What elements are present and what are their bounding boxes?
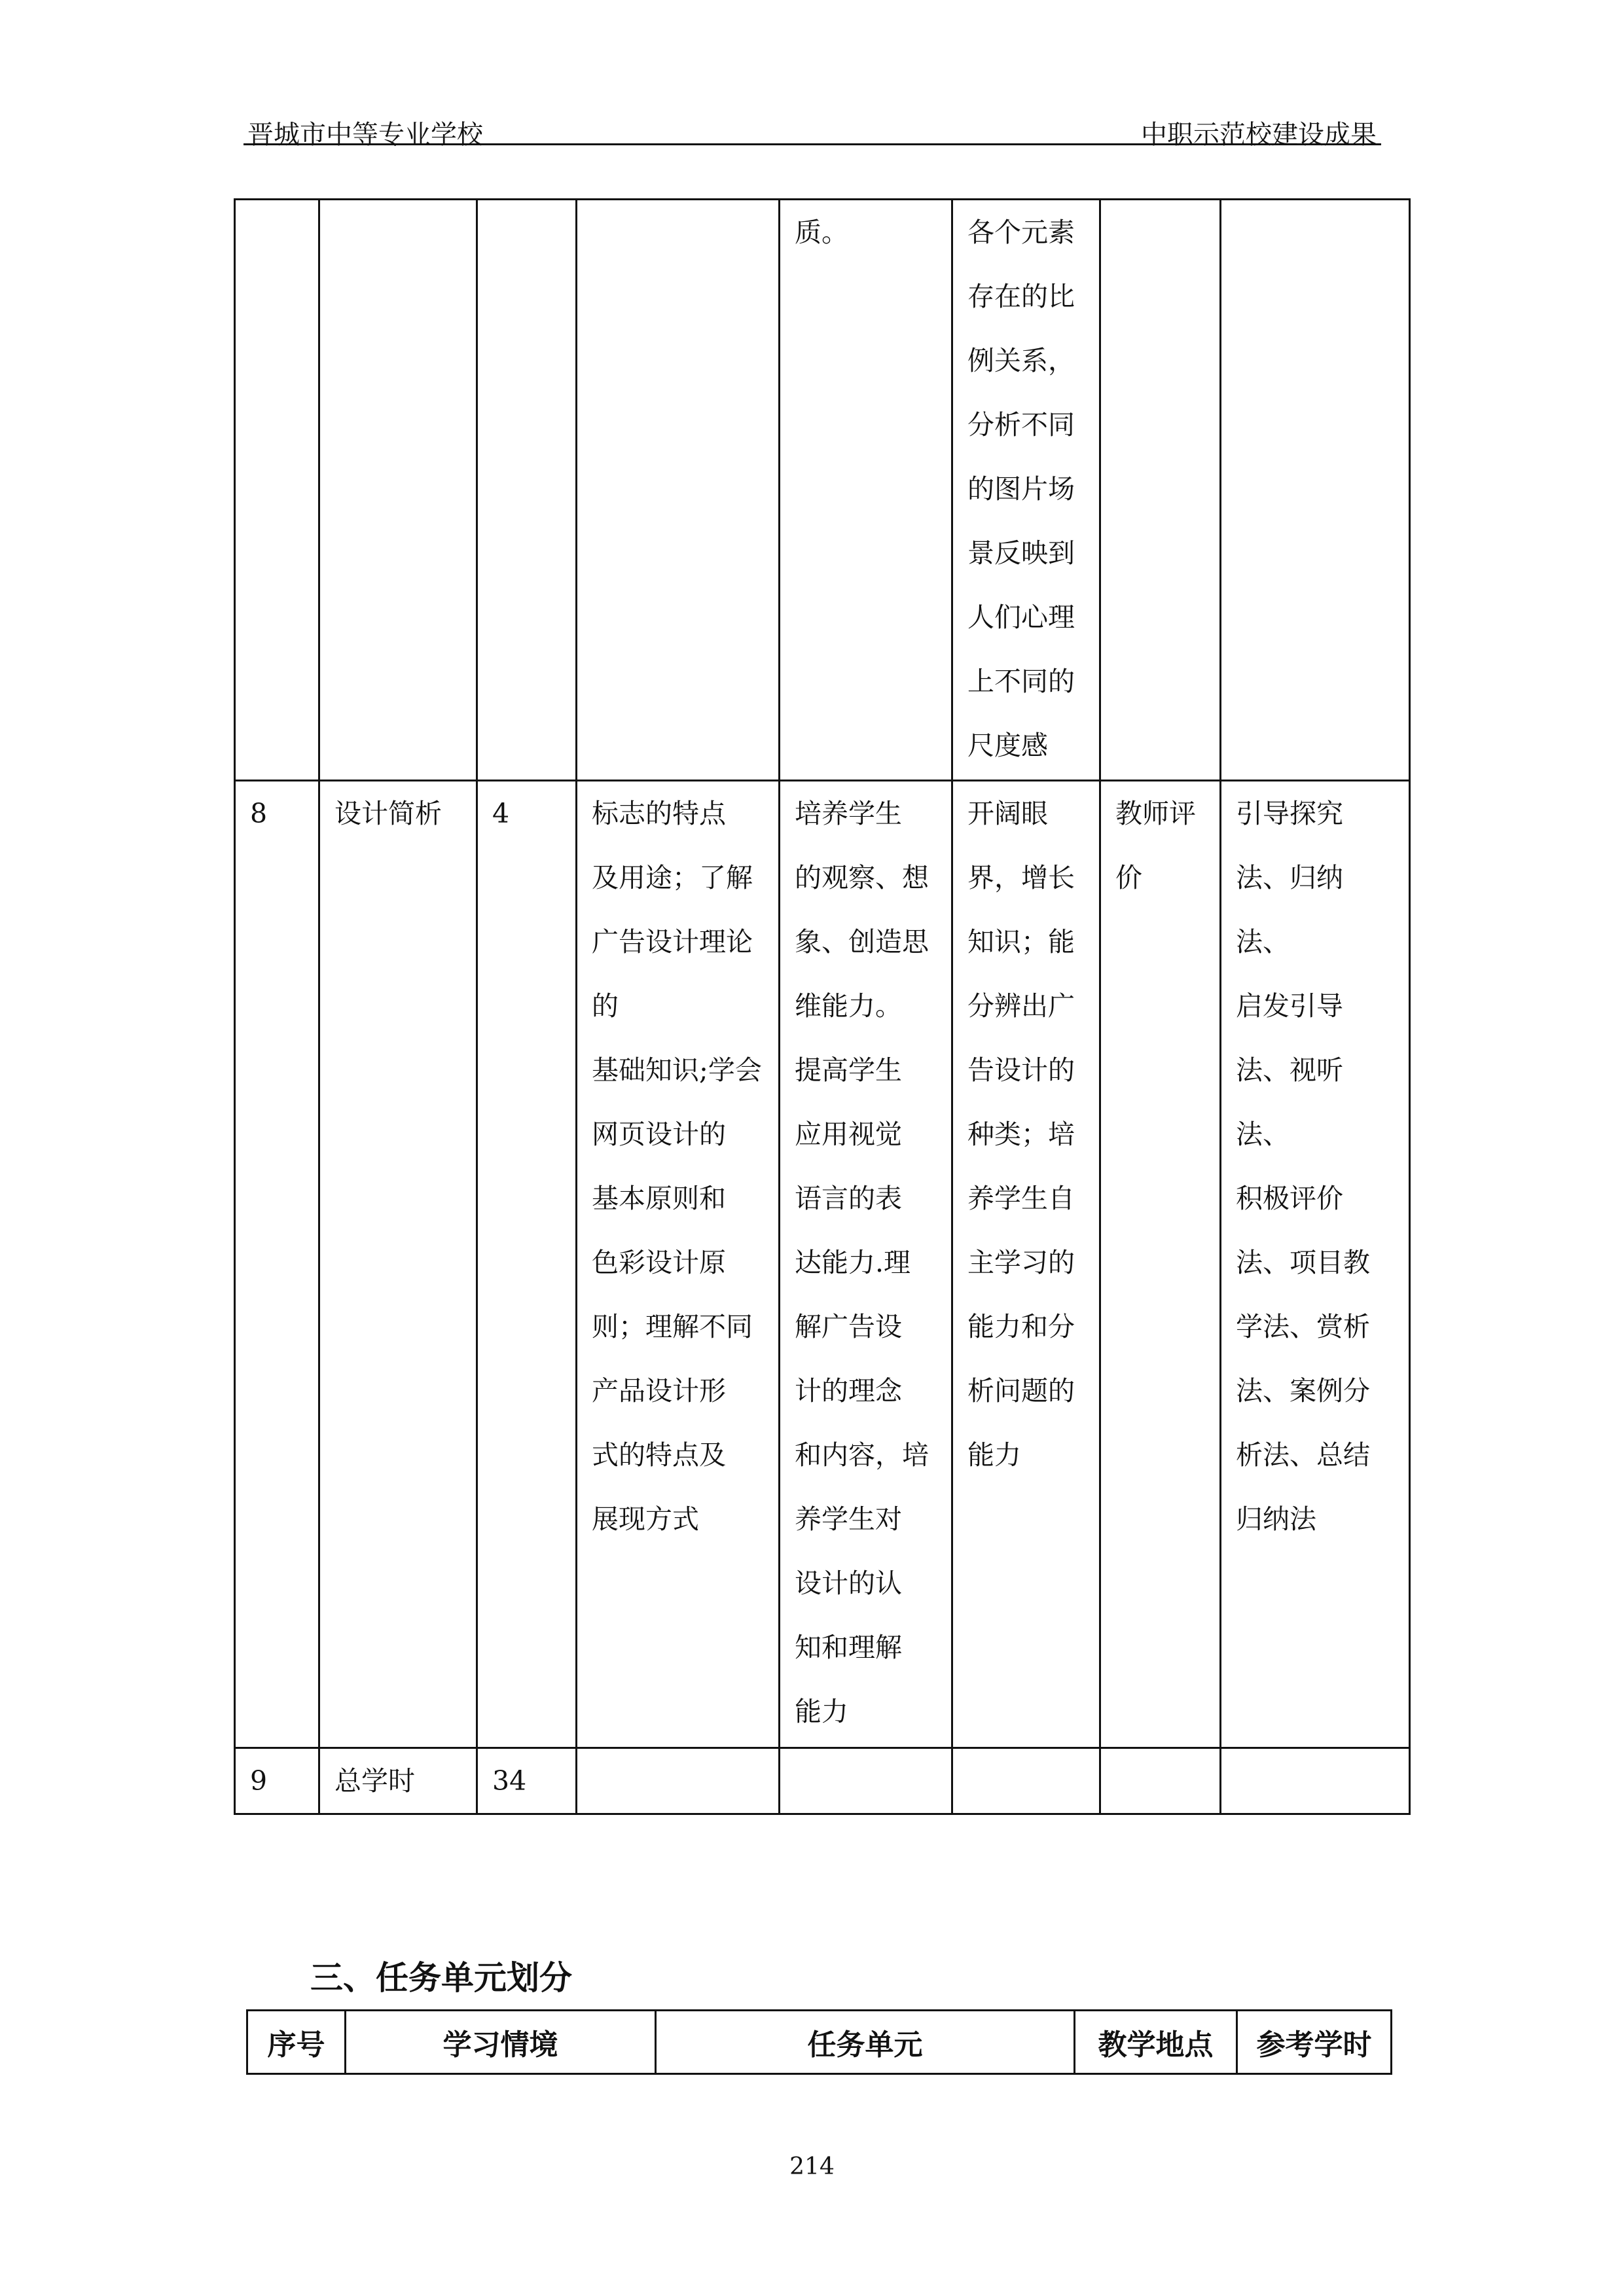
text-line: 语言的表 — [795, 1183, 902, 1214]
cell-name: 设计简析 — [319, 781, 477, 1748]
text-line: 提高学生 — [795, 1054, 902, 1086]
text-line: 网页设计的 — [592, 1119, 726, 1150]
text-line: 基本原则和 — [592, 1183, 726, 1214]
table-header-row — [247, 2011, 1392, 2074]
course-table — [234, 198, 1411, 1815]
cell-ability — [780, 1748, 952, 1814]
text-line: 知和理解 — [795, 1632, 902, 1663]
text-line: 象、创造思 — [795, 926, 929, 958]
cell-hours: 4 — [477, 781, 577, 1748]
column-header-scenario: 学习情境 — [346, 2011, 656, 2074]
cell-num: 9 — [235, 1748, 319, 1814]
text-line: 达能力.理 — [795, 1247, 911, 1278]
text-line: 知识；能 — [967, 926, 1075, 958]
text-line: 质。 — [795, 217, 848, 248]
cell-evaluation — [1100, 1748, 1221, 1814]
section-title: 三、任务单元划分 — [310, 1959, 572, 1997]
table-row-9 — [235, 1748, 1410, 1814]
text-line: 能力和分 — [967, 1311, 1075, 1342]
table-row-continued — [235, 200, 1410, 781]
text-line: 法、视听法、 — [1236, 1054, 1343, 1150]
text-line: 积极评价 — [1236, 1183, 1343, 1214]
text-line: 引导探究 — [1236, 798, 1343, 829]
header-school-name: 晋城市中等专业学校 — [247, 120, 483, 150]
cell-ability — [780, 781, 952, 1748]
text-line: 则；理解不同 — [592, 1311, 753, 1342]
text-line: 能力 — [967, 1439, 1021, 1471]
text-line: 法、项目教 — [1236, 1247, 1370, 1278]
text-line: 法、归纳法、 — [1236, 862, 1343, 958]
text-line: 的观察、想 — [795, 862, 929, 893]
cell-knowledge — [577, 200, 780, 781]
cell-evaluation — [1100, 781, 1221, 1748]
cell-num — [235, 200, 319, 781]
text-line: 各个元素 — [967, 217, 1075, 248]
text-line: 种类；培 — [967, 1119, 1075, 1150]
cell-quality — [952, 781, 1100, 1748]
text-line: 教师评 — [1115, 798, 1196, 829]
table-row-8 — [235, 781, 1410, 1748]
text-line: 上不同的 — [967, 666, 1075, 697]
text-line: 界，增长 — [967, 862, 1075, 893]
cell-name — [319, 200, 477, 781]
cell-evaluation — [1100, 200, 1221, 781]
cell-quality — [952, 200, 1100, 781]
text-line: 养学生自 — [967, 1183, 1075, 1214]
text-line: 计的理念 — [795, 1375, 902, 1407]
text-line: 存在的比 — [967, 281, 1075, 312]
text-line: 启发引导 — [1236, 990, 1343, 1022]
column-header-task-unit: 任务单元 — [656, 2011, 1075, 2074]
text-line: 色彩设计原 — [592, 1247, 726, 1278]
cell-hours: 34 — [477, 1748, 577, 1814]
cell-method — [1221, 1748, 1410, 1814]
text-line: 景反映到 — [967, 537, 1075, 569]
cell-knowledge — [577, 1748, 780, 1814]
text-line: 析法、总结 — [1236, 1439, 1370, 1471]
text-line: 例关系， — [967, 345, 1075, 376]
text-line: 解广告设 — [795, 1311, 902, 1342]
text-line: 分辨出广 — [967, 990, 1075, 1022]
cell-num: 8 — [235, 781, 319, 1748]
text-line: 及用途；了解 — [592, 862, 753, 893]
text-line: 告设计的 — [967, 1054, 1075, 1086]
text-line: 人们心理 — [967, 601, 1075, 633]
text-line: 应用视觉 — [795, 1119, 902, 1150]
cell-method — [1221, 200, 1410, 781]
text-line: 尺度感 — [967, 730, 1048, 761]
text-line: 开阔眼 — [967, 798, 1048, 829]
text-line: 标志的特点 — [592, 798, 726, 829]
cell-knowledge — [577, 781, 780, 1748]
cell-ability — [780, 200, 952, 781]
text-line: 式的特点及 — [592, 1439, 726, 1471]
text-line: 基础知识;学会 — [592, 1054, 762, 1086]
text-line: 主学习的 — [967, 1247, 1075, 1278]
text-line: 和内容，培 — [795, 1439, 929, 1471]
text-line: 价 — [1115, 862, 1142, 893]
text-line: 能力 — [795, 1696, 848, 1727]
text-line: 的图片场 — [967, 473, 1075, 505]
cell-method — [1221, 781, 1410, 1748]
header-doc-title: 中职示范校建设成果 — [1141, 120, 1377, 150]
text-line: 展现方式 — [592, 1503, 699, 1535]
text-line: 分析不同 — [967, 409, 1075, 440]
header-rule — [244, 143, 1381, 145]
column-header-index: 序号 — [247, 2011, 346, 2074]
cell-quality — [952, 1748, 1100, 1814]
cell-name: 总学时 — [319, 1748, 477, 1814]
text-line: 法、案例分 — [1236, 1375, 1370, 1407]
text-line: 设计的认 — [795, 1568, 902, 1599]
text-line: 学法、赏析 — [1236, 1311, 1370, 1342]
text-line: 析问题的 — [967, 1375, 1075, 1407]
text-line: 产品设计形 — [592, 1375, 726, 1407]
page-number: 214 — [789, 2153, 835, 2180]
text-line: 维能力。 — [795, 990, 902, 1022]
task-unit-table — [246, 2009, 1392, 2075]
cell-hours — [477, 200, 577, 781]
text-line: 广告设计理论的 — [592, 926, 753, 1022]
text-line: 养学生对 — [795, 1503, 902, 1535]
text-line: 归纳法 — [1236, 1503, 1316, 1535]
column-header-location: 教学地点 — [1075, 2011, 1237, 2074]
text-line: 培养学生 — [795, 798, 902, 829]
column-header-hours: 参考学时 — [1237, 2011, 1392, 2074]
